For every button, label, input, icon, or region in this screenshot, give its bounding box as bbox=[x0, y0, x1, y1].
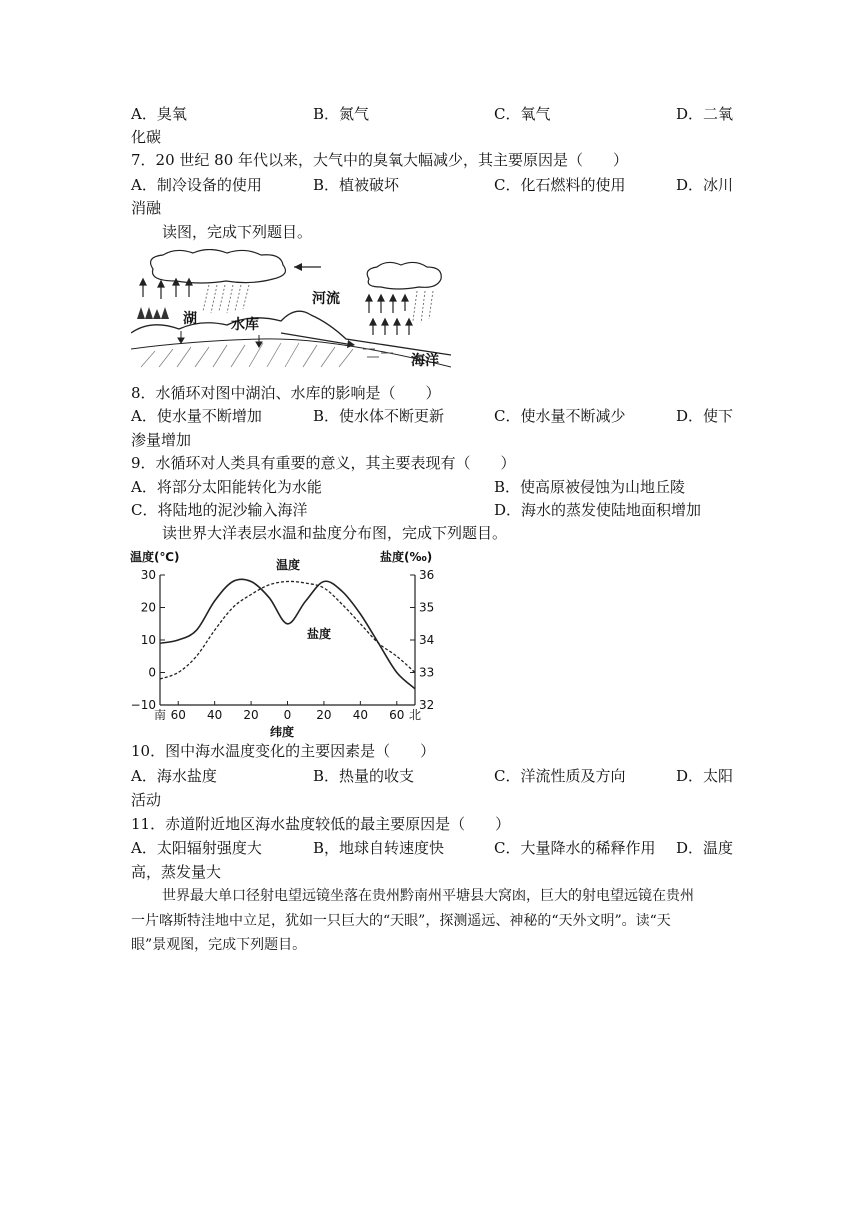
q9-stem: 9．水循环对人类具有重要的意义，其主要表现有（ ） bbox=[131, 454, 516, 472]
temp-salinity-chart bbox=[130, 547, 440, 739]
passage-line-1: 世界最大单口径射电望远镜坐落在贵州黔南州平塘县大窝凼，巨大的射电望远镜在贵州 bbox=[162, 888, 694, 904]
q11-option-wrap: 高，蒸发量大 bbox=[131, 863, 222, 881]
q11-option-c: C．大量降水的稀释作用 bbox=[494, 839, 656, 857]
x-tick-label: 南 bbox=[153, 708, 167, 722]
y-right-tick-label: 33 bbox=[419, 665, 435, 680]
q9-option-b: B．使高原被侵蚀为山地丘陵 bbox=[494, 478, 686, 496]
q8-option-d: D．使下 bbox=[676, 407, 734, 425]
q7-option-c: C．化石燃料的使用 bbox=[494, 176, 626, 194]
x-tick-label: 40 bbox=[207, 708, 223, 722]
x-tick-label: 60 bbox=[170, 708, 186, 722]
y-right-tick-label: 36 bbox=[419, 568, 435, 582]
q10-option-wrap: 活动 bbox=[131, 791, 162, 809]
label-reservoir: 水库 bbox=[231, 317, 259, 333]
x-tick-label: 0 bbox=[283, 708, 292, 722]
passage-line-3: 眼”景观图，完成下列题目。 bbox=[131, 937, 307, 953]
y-left-tick-label: 30 bbox=[140, 568, 156, 582]
q9-option-d: D．海水的蒸发使陆地面积增加 bbox=[494, 501, 702, 519]
q10-option-d: D．太阳 bbox=[676, 767, 734, 785]
q8-option-b: B．使水体不断更新 bbox=[313, 407, 445, 425]
x-axis-label: 纬度 bbox=[270, 725, 295, 739]
q10-stem: 10．图中海水温度变化的主要因素是（ ） bbox=[131, 742, 436, 760]
y-left-tick-label: 0 bbox=[148, 665, 156, 680]
cloud-left bbox=[151, 250, 286, 284]
y-left-tick-label: 10 bbox=[140, 633, 156, 647]
series-salinity-line bbox=[160, 579, 415, 689]
q11-stem: 11．赤道附近地区海水盐度较低的最主要原因是（ ） bbox=[131, 815, 511, 833]
q9-option-a: A．将部分太阳能转化为水能 bbox=[131, 478, 322, 496]
y-right-tick-label: 34 bbox=[419, 633, 435, 647]
q10-option-a: A．海水盐度 bbox=[131, 767, 217, 785]
y-left-tick-label: 20 bbox=[140, 600, 156, 615]
q11-option-a: A．太阳辐射强度大 bbox=[131, 839, 262, 857]
x-tick-label: 20 bbox=[243, 708, 259, 722]
x-tick-label: 北 bbox=[408, 708, 422, 722]
q8-option-a: A．使水量不断增加 bbox=[131, 407, 262, 425]
intro-water-cycle: 读图，完成下列题目。 bbox=[162, 223, 313, 241]
q7-option-d: D．冰川 bbox=[676, 176, 734, 194]
series-temperature-line bbox=[160, 581, 415, 679]
q7-option-wrap: 消融 bbox=[131, 199, 162, 217]
x-tick-label: 20 bbox=[316, 708, 332, 722]
cloud-right bbox=[367, 262, 441, 289]
q6-option-wrap: 化碳 bbox=[131, 128, 162, 146]
passage-line-2: 一片喀斯特洼地中立足，犹如一只巨大的“天眼”，探测遥远、神秘的“天外文明”。读“天 bbox=[131, 913, 671, 929]
q11-option-d: D．温度 bbox=[676, 839, 734, 857]
y-left-label: 温度(℃) bbox=[130, 550, 180, 564]
q11-option-b: B，地球自转速度快 bbox=[313, 839, 445, 857]
q6-option-c: C．氧气 bbox=[494, 105, 551, 123]
y-right-label: 盐度(‰) bbox=[380, 550, 433, 564]
q9-option-c: C．将陆地的泥沙输入海洋 bbox=[131, 501, 308, 519]
q10-option-b: B．热量的收支 bbox=[313, 767, 415, 785]
x-tick-label: 40 bbox=[352, 708, 368, 722]
q8-option-wrap: 渗量增加 bbox=[131, 431, 192, 449]
q10-option-c: C．洋流性质及方向 bbox=[494, 767, 626, 785]
q6-option-a: A．臭氧 bbox=[131, 105, 187, 123]
series-temperature-label: 温度 bbox=[276, 558, 301, 572]
q7-option-a: A．制冷设备的使用 bbox=[131, 176, 262, 194]
x-tick-label: 60 bbox=[389, 708, 405, 722]
q7-stem: 7．20 世纪 80 年代以来，大气中的臭氧大幅减少，其主要原因是（ ） bbox=[131, 151, 629, 169]
terrain bbox=[131, 311, 451, 355]
q8-option-c: C．使水量不断减少 bbox=[494, 407, 626, 425]
q6-option-b: B．氮气 bbox=[313, 105, 370, 123]
q7-option-b: B．植被破坏 bbox=[313, 176, 400, 194]
water-cycle-figure bbox=[131, 249, 451, 371]
label-ocean: 海洋 bbox=[411, 353, 439, 369]
y-right-tick-label: 35 bbox=[419, 600, 435, 615]
q6-option-d: D．二氧 bbox=[676, 105, 734, 123]
q8-stem: 8．水循环对图中湖泊、水库的影响是（ ） bbox=[131, 384, 441, 402]
y-right-tick-label: 32 bbox=[419, 698, 435, 712]
y-left-tick-label: −10 bbox=[130, 698, 156, 712]
series-salinity-label: 盐度 bbox=[307, 627, 332, 641]
label-river: 河流 bbox=[312, 291, 340, 307]
label-lake: 湖 bbox=[183, 311, 197, 327]
intro-ocean-chart: 读世界大洋表层水温和盐度分布图，完成下列题目。 bbox=[162, 524, 508, 542]
